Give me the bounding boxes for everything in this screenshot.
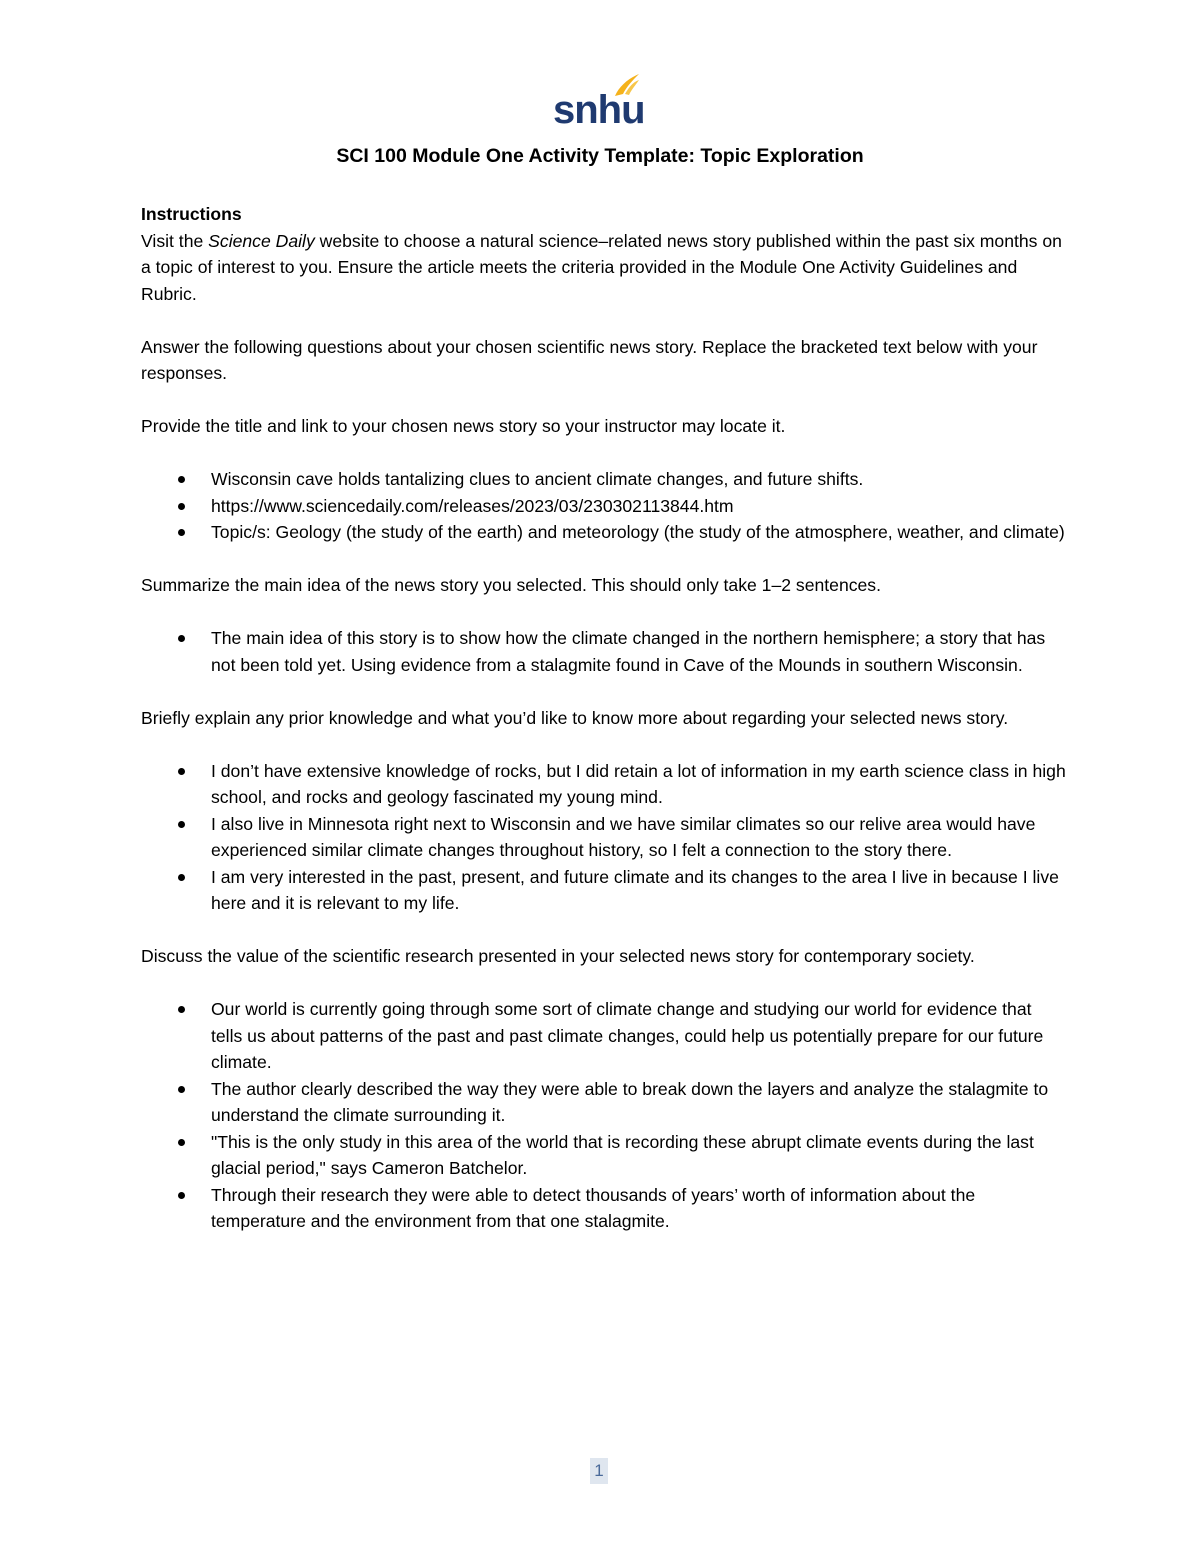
list-item: Our world is currently going through some sort of climate change and studying our world for evidence that tells us about patterns of the past and past climate changes, could help us potentially prepare for our future climate. <box>141 996 1066 1076</box>
bullet-icon <box>178 529 185 536</box>
bullet-icon <box>178 1086 185 1093</box>
bullet-icon <box>178 768 185 775</box>
document-body <box>141 201 1066 1235</box>
bullet-icon <box>178 635 185 642</box>
page-number: 1 <box>590 1458 608 1484</box>
bullet-icon <box>178 821 185 828</box>
question-title-link: Provide the title and link to your chosen news story so your instructor may locate it. <box>141 416 786 436</box>
bullet-icon <box>178 1139 185 1146</box>
answer-list-value <box>141 996 1066 1235</box>
answer-prompt: Answer the following questions about your chosen scientific news story. Replace the bracketed text below with your responses. <box>141 336 1038 383</box>
list-item: The main idea of this story is to show how the climate changed in the northern hemisphere; a story that has not been told yet. Using evidence from a stalagmite found in Cave of the Mounds in southern Wisconsin. <box>141 625 1066 678</box>
document-title: SCI 100 Module One Activity Template: Topic Exploration <box>336 145 864 167</box>
question-value: Discuss the value of the scientific research presented in your selected news story for contemporary society. <box>141 946 975 966</box>
question-summary: Summarize the main idea of the news story you selected. This should only take 1–2 sentences. <box>141 575 881 595</box>
bullet-icon <box>178 1192 185 1199</box>
question-prior-knowledge: Briefly explain any prior knowledge and what you’d like to know more about regarding your selected news story. <box>141 707 1009 728</box>
answer-list-title-link <box>141 466 1066 546</box>
bullet-icon <box>178 503 185 510</box>
logo-text: snhu <box>553 88 645 132</box>
snhu-logo <box>553 72 643 134</box>
bullet-icon <box>178 1006 185 1013</box>
science-daily-name: Science Daily <box>208 230 315 251</box>
answer-list-summary <box>141 625 1066 678</box>
instructions-intro-after: website to choose a natural science–related news story published within the past six months on a topic of interest to you. Ensure the article meets the criteria provided in the Module One Activity Guidelines and Rubric. <box>141 230 1062 304</box>
list-item: Through their research they were able to detect thousands of years’ worth of information about the temperature and the environment from that one stalagmite. <box>141 1182 1066 1235</box>
bullet-icon <box>178 476 185 483</box>
answer-list-prior-knowledge <box>141 758 1066 917</box>
list-item: "This is the only study in this area of the world that is recording these abrupt climate events during the last glacial period," says Cameron Batchelor. <box>141 1129 1066 1182</box>
list-item <box>141 493 1066 520</box>
list-item: Wisconsin cave holds tantalizing clues to ancient climate changes, and future shifts. <box>141 466 1066 493</box>
bullet-icon <box>178 874 185 881</box>
instructions-heading: Instructions <box>141 204 242 224</box>
list-item: I don’t have extensive knowledge of rocks, but I did retain a lot of information in my earth science class in high school, and rocks and geology fascinated my young mind. <box>141 758 1066 811</box>
list-item: Topic/s: Geology (the study of the earth) and meteorology (the study of the atmosphere, weather, and climate) <box>141 519 1066 546</box>
list-item: I also live in Minnesota right next to Wisconsin and we have similar climates so our relive area would have experienced similar climate changes throughout history, so I felt a connection to the story there. <box>141 811 1066 864</box>
article-link[interactable]: https://www.sciencedaily.com/releases/2023/03/230302113844.htm <box>211 495 734 516</box>
list-item: I am very interested in the past, present, and future climate and its changes to the area I live in because I live here and it is relevant to my life. <box>141 864 1066 917</box>
instructions-intro-before: Visit the <box>141 230 209 251</box>
instructions-paragraph <box>141 228 1066 308</box>
list-item: The author clearly described the way they were able to break down the layers and analyze the stalagmite to understand the climate surrounding it. <box>141 1076 1066 1129</box>
